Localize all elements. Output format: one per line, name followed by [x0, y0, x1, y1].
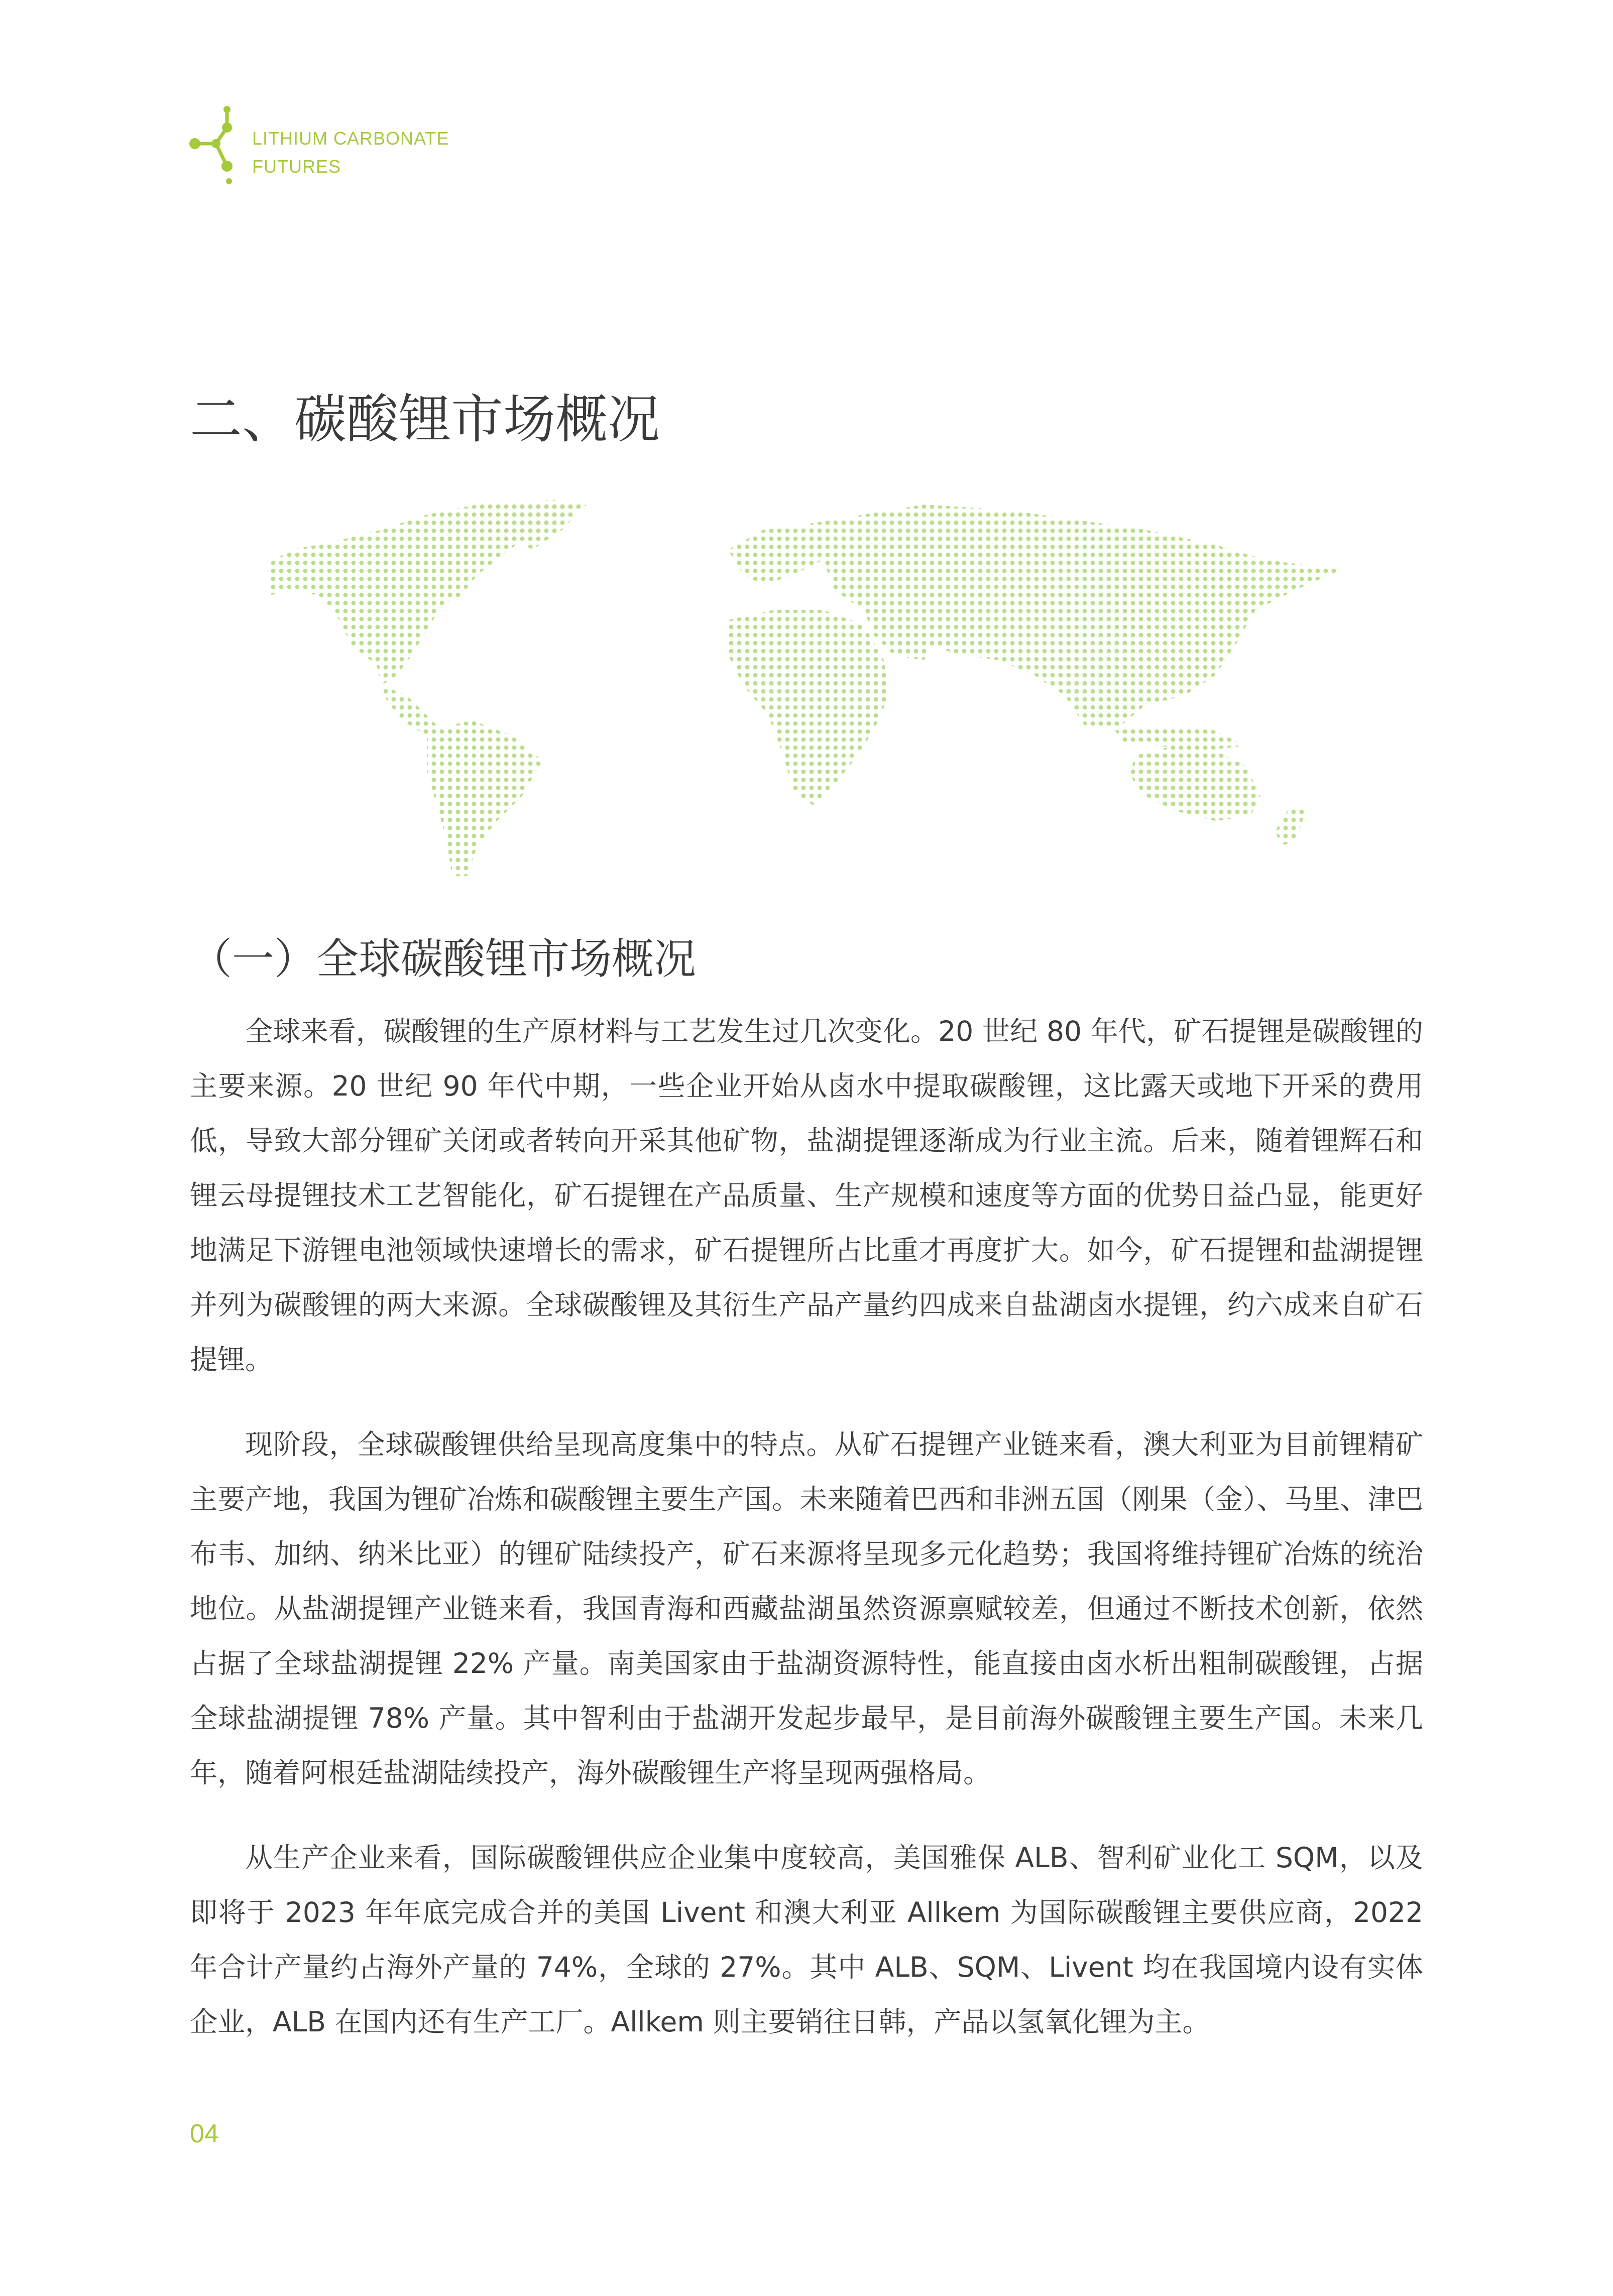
paragraph-1: 全球来看，碳酸锂的生产原材料与工艺发生过几次变化。20 世纪 80 年代，矿石提锂是碳酸锂的主要来源。20 世纪 90 年代中期，一些企业开始从卤水中提取碳酸锂，这比露天或地下开采的费用低，导致大部分锂矿关闭或者转向开采其他矿物，盐湖提锂逐渐成为行业主流。后来，随着锂辉石和锂云母提锂技术工艺智能化，矿石提锂在产品质量、生产规模和速度等方面的优势日益凸显，能更好地满足下游锂电池领域快速增长的需求，矿石提锂所占比重才再度扩大。如今，矿石提锂和盐湖提锂并列为碳酸锂的两大来源。全球碳酸锂及其衍生产品产量约四成来自盐湖卤水提锂，约六成来自矿石提锂。 — [190, 1015, 1423, 1376]
molecule-icon — [187, 103, 237, 189]
brand-line-1: LITHIUM CARBONATE — [252, 128, 449, 149]
brand-line-2: FUTURES — [252, 156, 341, 177]
section-title: （一）全球碳酸锂市场概况 — [190, 934, 697, 984]
paragraph-2: 现阶段，全球碳酸锂供给呈现高度集中的特点。从矿石提锂产业链来看，澳大利亚为目前锂精矿主要产地，我国为锂矿冶炼和碳酸锂主要生产国。未来随着巴西和非洲五国（刚果（金）、马里、津巴布韦、加纳、纳米比亚）的锂矿陆续投产，矿石来源将呈现多元化趋势；我国将维持锂矿冶炼的统治地位。从盐湖提锂产业链来看，我国青海和西藏盐湖虽然资源禀赋较差，但通过不断技术创新，依然占据了全球盐湖提锂 22% 产量。南美国家由于盐湖资源特性，能直接由卤水析出粗制碳酸锂，占据全球盐湖提锂 78% 产量。其中智利由于盐湖开发起步最早，是目前海外碳酸锂主要生产国。未来几年，随着阿根廷盐湖陆续投产，海外碳酸锂生产将呈现两强格局。 — [190, 1428, 1423, 1789]
page-title: 二、碳酸锂市场概况 — [190, 389, 660, 450]
brand-text — [252, 125, 449, 181]
paragraph-3: 从生产企业来看，国际碳酸锂供应企业集中度较高，美国雅保 ALB、智利矿业化工 SQM，以及即将于 2023 年年底完成合并的美国 Livent 和澳大利亚 Allkem 为国际碳酸锂主要供应商，2022 年合计产量约占海外产量的 74%，全球的 27%。其中 ALB、SQM、Livent 均在我国境内设有实体企业，ALB 在国内还有生产工厂。Allkem 则主要销往日韩，产品以氢氧化锂为主。 — [190, 1842, 1423, 2038]
page-number: 04 — [190, 2119, 219, 2148]
world-map-icon — [261, 495, 1356, 881]
article-body — [190, 1004, 1423, 2080]
